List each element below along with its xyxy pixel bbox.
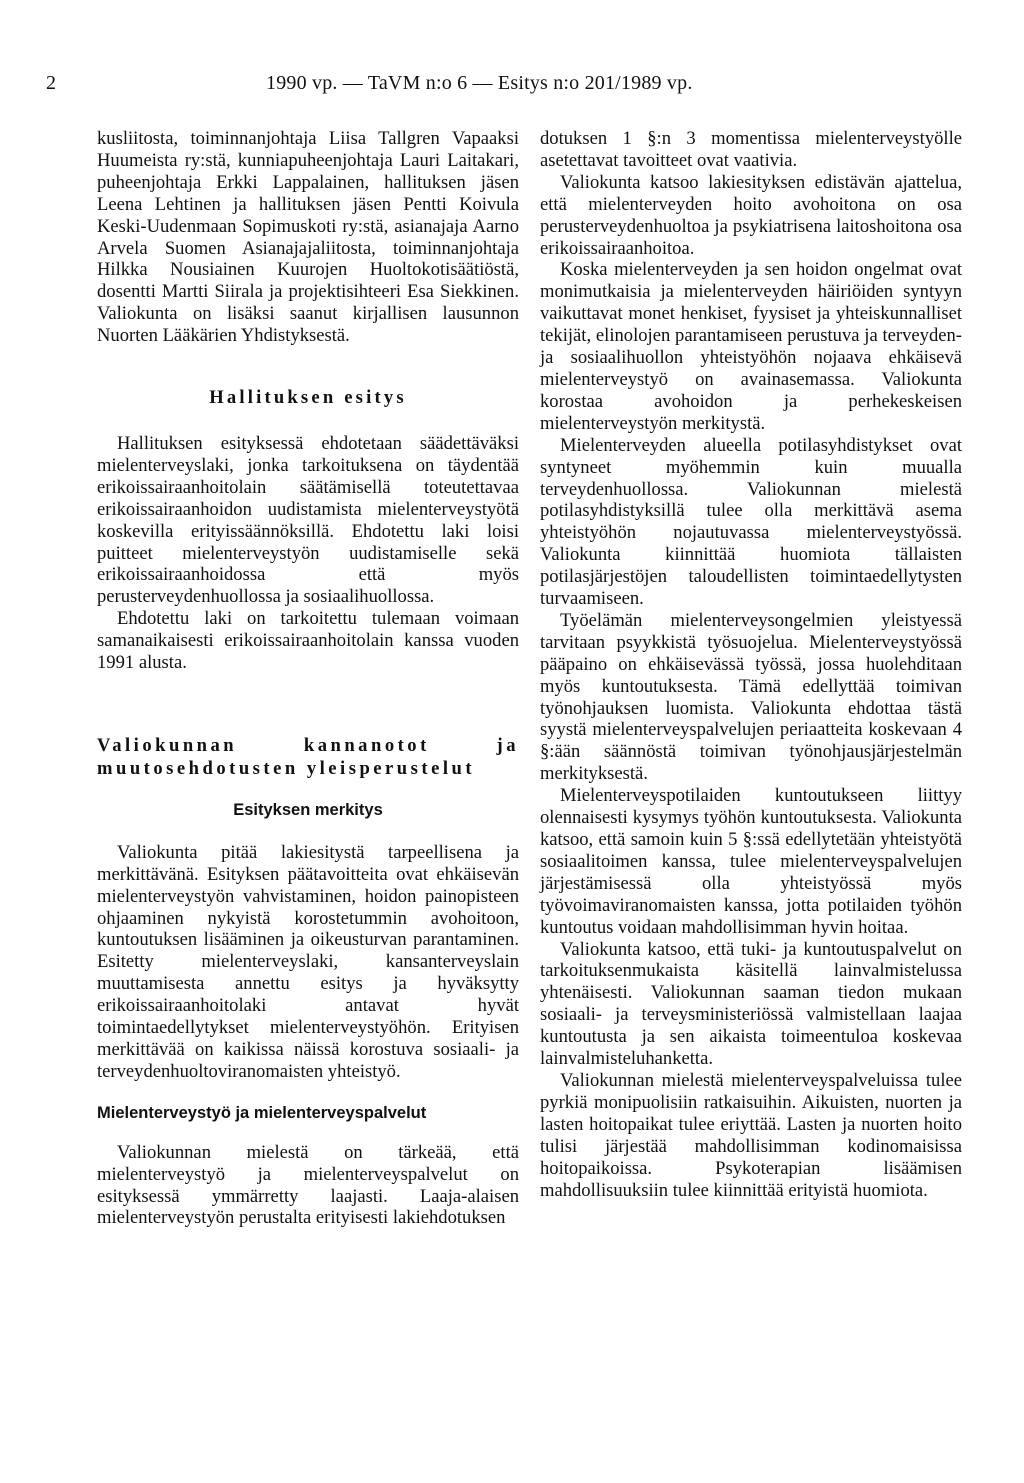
section-heading: Hallituksen esitys <box>209 387 407 409</box>
paragraph: Työelämän mielenterveysongelmien yleistyessä tarvitaan psyykkistä työsuojelua. Mielenterveystyössä pääpaino on ehkäisevässä työssä, jossa huolehditaan myös kuntoutuksesta. Tämä edellyttää toimivan työnohjauksen luomista. Valiokunta ehdottaa tästä syystä mielenterveyspalvelujen periaatteita koskevaan 4 §:ään säännöstä toimivan työnohjausjärjestelmän merkityksestä. <box>540 609 962 785</box>
paragraph: dotuksen 1 §:n 3 momentissa mielenterveystyölle asetettavat tavoitteet ovat vaativia. <box>540 128 962 171</box>
running-head: 1990 vp. — TaVM n:o 6 — Esitys n:o 201/1989 vp. <box>266 72 693 94</box>
paragraph: Mielenterveyden alueella potilasyhdistykset ovat syntyneet myöhemmin kuin muualla terveydenhuollossa. Valiokunnan mielestä potilasyhdistyksillä tulee olla merkittävä asema yhteistyöhön nojautuvassa mielenterveystyössä. Valiokunta kiinnittää huomiota tällaisten potilasjärjestöjen taloudellisten toimintaedellytysten turvaamiseen. <box>540 434 962 610</box>
section-heading: Valiokunnan kannanotot ja muutosehdotusten yleisperustelut <box>97 734 519 779</box>
left-column <box>97 128 519 1229</box>
paragraph: Valiokunta pitää lakiesitystä tarpeellisena ja merkittävänä. Esityksen päätavoitteita ovat ehkäisevän mielenterveystyön vahvistaminen, hoidon painopisteen ohjaaminen nykyistä korostetummin avohoitoon, kuntoutuksen lisääminen ja oikeusturvan parantaminen. Esitetty mielenterveyslaki, kansanterveyslain muuttamisesta annettu esitys ja hyväksytty erikoissairaanhoitolaki antavat hyvät toimintaedellytykset mielenterveystyöhön. Erityisen merkittävää on kaikissa näissä korostuva sosiaali- ja terveydenhuoltoviranomaisten yhteistyö. <box>97 841 519 1082</box>
paragraph: Valiokunta katsoo, että tuki- ja kuntoutuspalvelut on tarkoituksenmukaista käsitellä lainvalmistelussa yhtenäisesti. Valiokunnan saaman tiedon mukaan sosiaali- ja terveysministeriössä valmistellaan laajaa kuntoutusta ja sen aikaista toimeentuloa koskevaa lainvalmisteluhanketta. <box>540 938 962 1070</box>
paragraph: Mielenterveyspotilaiden kuntoutukseen liittyy olennaisesti kysymys työhön kuntoutuksesta. Valiokunta katsoo, että samoin kuin 5 §:ssä edellytetään yhteistyötä sosiaalitoimen kanssa, tulee mielenterveyspalvelujen järjestämisessä olla yhteistyössä myös työvoimaviranomaisten kanssa, jotta potilaiden työhön kuntoutus voidaan mahdollisimman hyvin hoitaa. <box>540 785 962 938</box>
paragraph: Valiokunnan mielestä on tärkeää, että mielenterveystyö ja mielenterveyspalvelut on esityksessä ymmärretty laajasti. Laaja-alaisen mielenterveystyön perustalta erityisesti lakiehdotuksen <box>97 1141 519 1229</box>
paragraph: Hallituksen esityksessä ehdotetaan säädettäväksi mielenterveyslaki, jonka tarkoituksena on täydentää erikoissairaanhoitolain säätämisellä toteutettavaa erikoissairaanhoidon uudistamista mielenterveystyötä koskevilla erityissäännöksillä. Ehdotettu laki loisi puitteet mielenterveystyön uudistamiselle sekä erikoissairaanhoidossa että myös perusterveydenhuollossa ja sosiaalihuollossa. <box>97 432 519 608</box>
page-number: 2 <box>46 72 56 94</box>
page-header <box>0 62 1024 98</box>
paragraph: Valiokunta katsoo lakiesityksen edistävän ajattelua, että mielenterveyden hoito avohoitona on osa perusterveydenhuoltoa ja psykiatrisena laitoshoitona osa erikoissairaanhoitoa. <box>540 171 962 259</box>
right-column <box>540 128 962 1201</box>
paragraph: Valiokunnan mielestä mielenterveyspalveluissa tulee pyrkiä monipuolisiin ratkaisuihin. Aikuisten, nuorten ja lasten hoitopaikat tulee eriyttää. Lasten ja nuorten hoito tulisi järjestää mahdollisimman kodinomaisissa hoitopaikoissa. Psykoterapian lisäämisen mahdollisuuksiin tulee kiinnittää erityistä huomiota. <box>540 1069 962 1201</box>
paragraph: Koska mielenterveyden ja sen hoidon ongelmat ovat monimutkaisia ja mielenterveyden häiriöiden syntyyn vaikuttavat monet henkiset, fyysiset ja yhteiskunnalliset tekijät, elinolojen parantamiseen perustuva ja terveyden- ja sosiaalihuollon yhteistyöhön nojaava ehkäisevä mielenterveystyö on avainasemassa. Valiokunta korostaa avohoidon ja perhekeskeisen mielenterveystyön merkitystä. <box>540 259 962 434</box>
sub-heading: Esityksen merkitys <box>233 800 383 819</box>
paragraph: Ehdotettu laki on tarkoitettu tulemaan voimaan samanaikaisesti erikoissairaanhoitolain kanssa vuoden 1991 alusta. <box>97 608 519 674</box>
paragraph: kusliitosta, toiminnanjohtaja Liisa Tallgren Vapaaksi Huumeista ry:stä, kunniapuheenjohtaja Lauri Laitakari, puheenjohtaja Erkki Lappalainen, hallituksen jäsen Leena Lehtinen ja hallituksen jäsen Pentti Koivula Keski-Uudenmaan Sopimuskoti ry:stä, asianajaja Aarno Arvela Suomen Asianajajaliitosta, toiminnanjohtaja Hilkka Nousiainen Kuurojen Huoltokotisäätiöstä, dosentti Martti Siirala ja projektisihteeri Esa Siekkinen. Valiokunta on lisäksi saanut kirjallisen lausunnon Nuorten Lääkärien Yhdistyksestä. <box>97 128 519 347</box>
sub-heading: Mielenterveystyö ja mielenterveyspalvelut <box>97 1103 427 1122</box>
